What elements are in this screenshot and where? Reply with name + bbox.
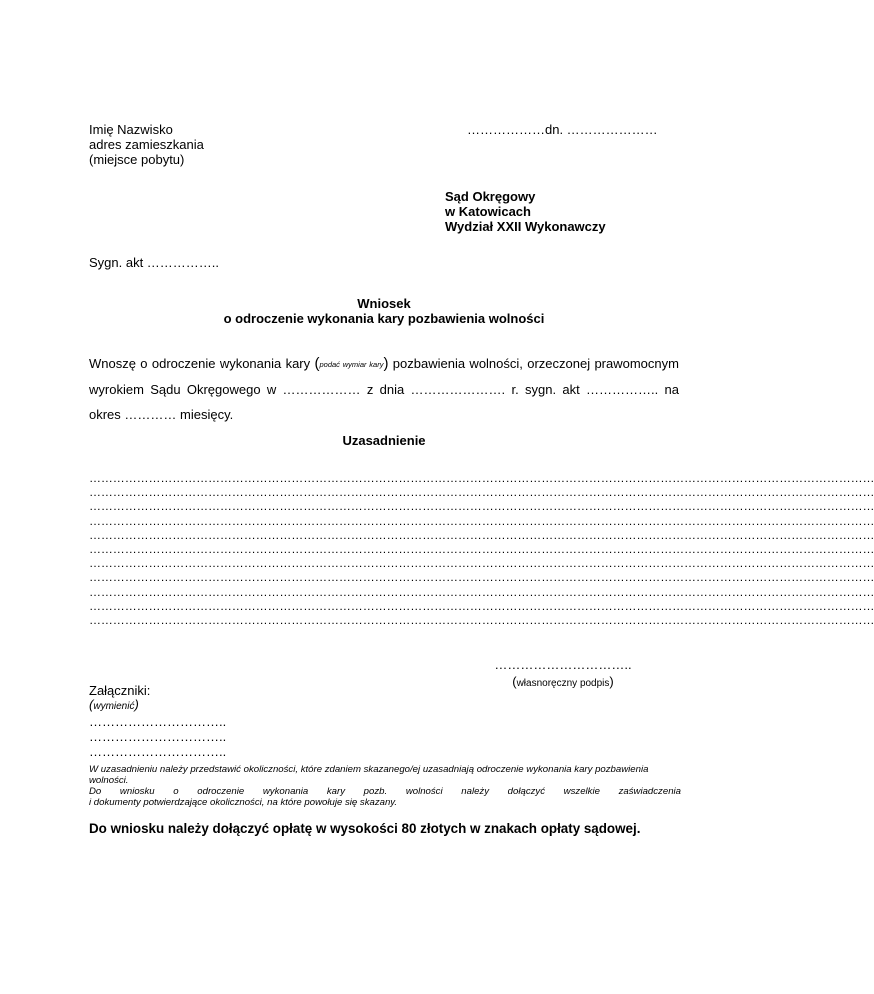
- fee-notice: Do wniosku należy dołączyć opłatę w wysokości 80 złotych w znakach opłaty sądowej.: [89, 821, 641, 836]
- signature-block: [488, 658, 638, 691]
- signature-paren-close: ): [609, 674, 614, 689]
- place-date-line: ………………dn. …………………: [467, 122, 658, 137]
- justification-line: ………………………………………………………………………………………………………………………………………………………………………………: [89, 541, 874, 556]
- attachment-line: …………………………..: [89, 729, 227, 744]
- justification-heading: Uzasadnienie: [342, 433, 426, 448]
- court-city: w Katowicach: [445, 204, 531, 219]
- sender-block: [89, 122, 204, 167]
- attachment-line: …………………………..: [89, 714, 227, 729]
- case-reference: Sygn. akt ……………..: [89, 255, 220, 270]
- sender-address: adres zamieszkania: [89, 137, 204, 152]
- attachment-line: …………………………..: [89, 744, 227, 759]
- note-line-4: i dokumenty potwierdzające okoliczności, na które powołuje się skazany.: [89, 797, 398, 808]
- court-name: Sąd Okręgowy: [445, 189, 536, 204]
- note-line-2: wolności.: [89, 775, 129, 786]
- request-text-rest: pozbawienia wolności, orzeczonej prawomocnym wyrokiem Sądu Okręgowego w ……………… z dnia …………………. r. sygn. akt …………….. na okres ………… miesięcy.: [89, 356, 679, 422]
- title-line-1: Wniosek: [357, 296, 411, 311]
- attachments-label: Załączniki:: [89, 683, 151, 698]
- attachments-block: [89, 683, 226, 759]
- sender-residence: (miejsce pobytu): [89, 152, 185, 167]
- signature-line: …………………………..: [494, 657, 632, 672]
- justification-line: ………………………………………………………………………………………………………………………………………………………………………………: [89, 584, 874, 599]
- note-line-3: Do wniosku o odroczenie wykonania kary pozb. wolności należy dołączyć wszelkie zaświadczenia: [89, 786, 681, 797]
- signature-caption: [488, 675, 638, 691]
- title-line-2: o odroczenie wykonania kary pozbawienia wolności: [223, 311, 545, 326]
- justification-line: ………………………………………………………………………………………………………………………………………………………………………………: [89, 598, 874, 613]
- instructions-note: [89, 764, 681, 808]
- hint-paren-open: (: [314, 355, 320, 372]
- attachments-paren-open: (: [89, 697, 94, 712]
- court-address: [445, 189, 606, 234]
- attachments-hint-text: wymienić: [93, 701, 135, 712]
- signature-paren-open: (: [512, 674, 517, 689]
- request-text-start: Wnoszę o odroczenie wykonania kary: [89, 356, 315, 371]
- justification-line: ………………………………………………………………………………………………………………………………………………………………………………: [89, 499, 874, 514]
- justification-line: ………………………………………………………………………………………………………………………………………………………………………………: [89, 513, 874, 528]
- justification-line: ………………………………………………………………………………………………………………………………………………………………………………: [89, 527, 874, 542]
- attachments-hint: [89, 698, 226, 714]
- sentence-hint: podać wymiar kary: [319, 360, 384, 369]
- hint-paren-close: ): [383, 355, 389, 372]
- court-division: Wydział XXII Wykonawczy: [445, 219, 606, 234]
- note-line-1: W uzasadnieniu należy przedstawić okoliczności, które zdaniem skazanego/ej uzasadniają odroczenie wykonania kary pozbawienia: [89, 764, 649, 775]
- justification-lines: [89, 471, 874, 627]
- document-title: [0, 296, 768, 326]
- request-paragraph: [89, 351, 679, 427]
- justification-line: ………………………………………………………………………………………………………………………………………………………………………………: [89, 485, 874, 500]
- justification-line: ………………………………………………………………………………………………………………………………………………………………………………: [89, 556, 874, 571]
- justification-line: ………………………………………………………………………………………………………………………………………………………………………………: [89, 612, 874, 627]
- attachments-paren-close: ): [134, 697, 139, 712]
- justification-line: ………………………………………………………………………………………………………………………………………………………………………………: [89, 471, 874, 485]
- sender-name: Imię Nazwisko: [89, 122, 173, 137]
- justification-line: ………………………………………………………………………………………………………………………………………………………………………………: [89, 570, 874, 585]
- signature-label: własnoręczny podpis: [516, 678, 610, 689]
